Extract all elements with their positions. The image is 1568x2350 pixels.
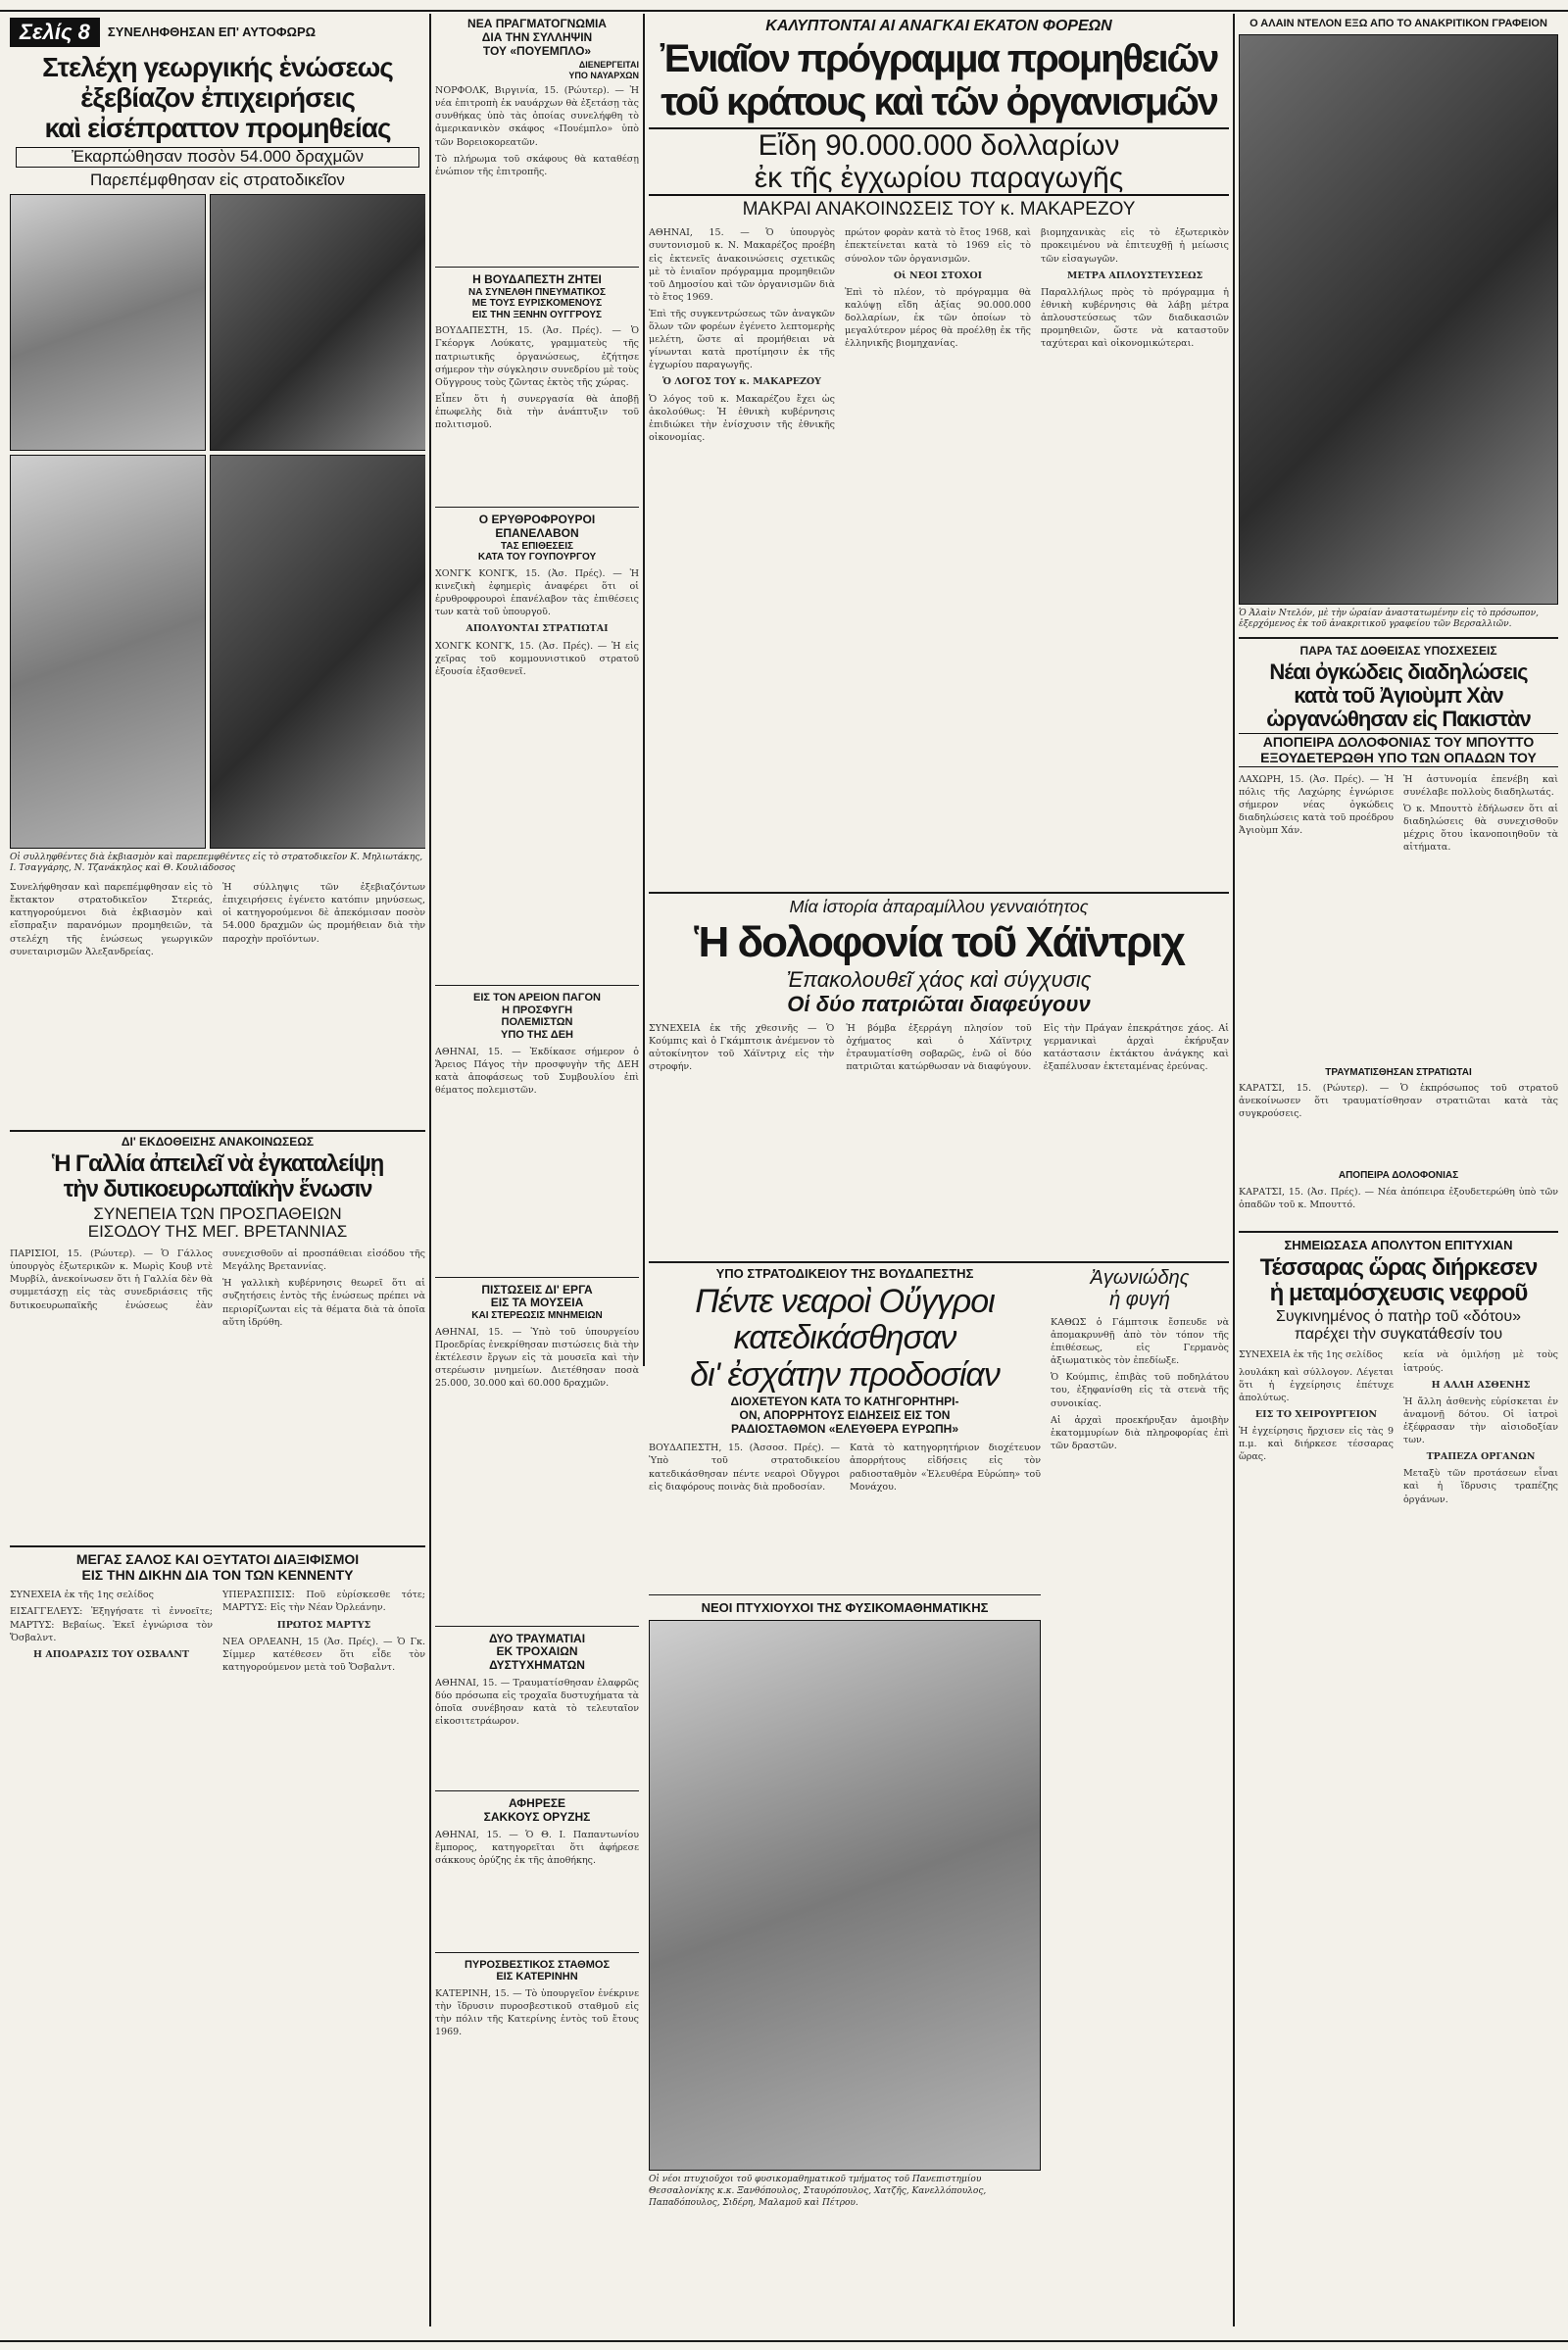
article-pakistan-body: ΛΑΧΩΡΗ, 15. (Ἀσ. Πρές). — Ἡ πόλις τῆς Λαχώρης ἐγνώρισε σήμερον νέας ὀγκώδεις διαδηλώσεις κατὰ τοῦ προέδρου Ἀγιοὺμπ Χάν. Ἡ ἀστυνομία ἐπενέβη καὶ συνέλαβε πολλοὺς διαδηλωτάς. Ὁ κ. Μπουττὸ ἐδήλωσεν ὅτι αἱ διαδηλώσεις θὰ συνεχισθοῦν μέχρις ὅτου ἱκανοποιηθοῦν τὰ αἰτήματα. (1239, 773, 1558, 854)
top-rule (0, 10, 1568, 12)
photo-suspect-3 (10, 455, 206, 849)
photo-delon (1239, 34, 1558, 605)
headline-kidney: Τέσσαρας ὥρας διήρκεσεν ἡ μεταμόσχευσις νεφροῦ (1259, 1253, 1538, 1306)
article-soldiers-body: ΚΑΡΑΤΣΙ, 15. (Ρώυτερ). — Ὁ ἐκπρόσωπος τοῦ στρατοῦ ἀνεκοίνωσεν ὅτι τραυματίσθησαν στρατιῶται κατὰ τὰς συγκρούσεις. (1239, 1083, 1558, 1120)
photo-caption-suspects: Οἱ συλληφθέντες διὰ ἐκβιασμὸν καὶ παρεπεμφθέντες εἰς τὸ στρατοδικεῖον Κ. Μηλιωτάκης, Ι. Τσαγγάρης, Ν. Τζανάκηλος καὶ Θ. Κουλιάδοσος (10, 852, 423, 874)
divider-1 (10, 1130, 425, 1132)
kicker-pueblo-small: ΔΙΕΝΕΡΓΕΙΤΑΙ ΥΠΟ ΝΑΥΑΡΧΩΝ (568, 60, 639, 80)
kicker-redguards: Ο ΕΡΥΘΡΟΦΡΟΥΡΟΙ ΕΠΑΝΕΛΑΒΟΝ ΤΑΣ ΕΠΙΘΕΣΕΙΣ ΚΑΤΑ ΤΟΥ ΓΟΥΠΟΥΡΓΟΥ (477, 513, 597, 563)
kicker-pakistan: ΠΑΡΑ ΤΑΣ ΔΟΘΕΙΣΑΣ ΥΠΟΣΧΕΣΕΙΣ (1299, 644, 1497, 659)
column-rule-3 (1233, 14, 1235, 2326)
subhead-britain: ΣΥΝΕΠΕΙΑ ΤΩΝ ΠΡΟΣΠΑΘΕΙΩΝ ΕΙΣΟΔΟΥ ΤΗΣ ΜΕΓ. ΒΡΕΤΑΝΝΙΑΣ (87, 1203, 348, 1242)
photo-suspect-4 (210, 455, 425, 849)
article-kidney-body (1239, 1348, 1558, 1956)
kidney-col-b: κεία νὰ ὁμιλήσῃ μὲ τοὺς ἰατρούς. Η ΑΛΛΗ ΑΣΘΕΝΗΣ Ἡ ἄλλη ἀσθενὴς εὑρίσκεται ἐν ἀναμονῇ δότου. Οἱ ἰατροὶ ἐξέφρασαν τὴν αἰσιοδοξίαν των. ΤΡΑΠΕΖΑ ΟΡΓΑΝΩΝ Μεταξὺ τῶν προτάσεων εἶναι καὶ ἡ ἵδρυσις τραπέζης ὀργάνων. (1403, 1349, 1558, 1505)
kicker-attempt: ΑΠΟΠΕΙΡΑ ΔΟΛΟΦΟΝΙΑΣ (1338, 1170, 1459, 1182)
subhead-bhutto: ΑΠΟΠΕΙΡΑ ΔΟΛΟΦΟΝΙΑΣ ΤΟΥ ΜΠΟΥΤΤΟ ΕΞΟΥΔΕΤΕΡΩΘΗ ΥΠΟ ΤΩΝ ΟΠΑΔΩΝ ΤΟΥ (1239, 733, 1558, 766)
column-rule-1 (429, 14, 431, 2326)
kicker-procurement: ΚΑΛΥΠΤΟΝΤΑΙ ΑΙ ΑΝΑΓΚΑΙ ΕΚΑΤΟΝ ΦΟΡΕΩΝ (765, 18, 1112, 34)
kicker-fire-station: ΠΥΡΟΣΒΕΣΤΙΚΟΣ ΣΤΑΘΜΟΣ ΕΙΣ ΚΑΤΕΡΙΝΗΝ (464, 1958, 611, 1983)
deck-heydrich: Ἐπακολουθεῖ χάος καὶ σύγχυσις Οἱ δύο πατριῶται διαφεύγουν (786, 967, 1092, 1016)
headline-heydrich: Ἡ δολοφονία τοῦ Χάϊντριχ (694, 918, 1184, 967)
subhead-makarezos: ΜΑΚΡΑΙ ΑΝΑΚΟΙΝΩΣΕΙΣ ΤΟΥ κ. ΜΑΚΑΡΕΖΟΥ (742, 199, 1136, 220)
divider-c2-1 (435, 267, 639, 268)
subhead-free-europe: ΔΙΟΧΕΤΕΥΟΝ ΚΑΤΑ ΤΟ ΚΑΤΗΓΟΡΗΤΗΡΙ- ΟΝ, ΑΠΟΡΡΗΤΟΥΣ ΕΙΔΗΣΕΙΣ ΕΙΣ ΤΟΝ ΡΑΔΙΟΣΤΑΘΜΟΝ «ΕΛΕΥΘΕΡΑ ΕΥΡΩΠΗ» (730, 1394, 959, 1436)
article-budapest-body: ΒΟΥΔΑΠΕΣΤΗ, 15. (Ἀσ. Πρές). — Ὁ Γκέοργκ Λούκατς, γραμματεὺς τῆς πατριωτικῆς ὀργανώσεως, ἐζήτησε σήμερον τὴν σύγκλησιν συνεδρίου μὲ τοὺς Οὔγγρους τοὺς ζῶντας ἐκτὸς τῆς χώρας. Εἶπεν ὅτι ἡ συνεργασία θὰ ἀποβῇ ἐπωφελὴς διὰ τὴν ἀνάπτυξιν τοῦ πολιτισμοῦ. (435, 325, 639, 431)
divider-c5-1 (1239, 637, 1558, 639)
headline-hungarians: Πέντε νεαροὶ Οὔγγροι κατεδικάσθησαν δι' ἐσχάτην προδοσίαν (690, 1282, 1000, 1394)
divider-center-2 (649, 1261, 1229, 1263)
photo-suspect-1 (10, 194, 206, 451)
lower-center (649, 1267, 1229, 2306)
photo-caption-graduates: Οἱ νέοι πτυχιοῦχοι τοῦ φυσικομαθηματικοῦ τμήματος τοῦ Πανεπιστημίου Θεσσαλονίκης κ.κ. Ξανθόπουλος, Σταυρόπουλος, Χατζῆς, Κανελλόπουλος, Παπαδόπουλος, Σιδέρη, Μαλαμοῦ καὶ Πέτρου. (649, 2175, 987, 2208)
page-label: Σελίς 8 (10, 18, 100, 47)
photo-suspect-2 (210, 194, 425, 451)
divider-2 (10, 1545, 425, 1547)
divider-c5-2 (1239, 1231, 1558, 1233)
kicker-injured: ΔΥΟ ΤΡΑΥΜΑΤΙΑΙ ΕΚ ΤΡΟΧΑΙΩΝ ΔΥΣΤΥΧΗΜΑΤΩΝ (488, 1631, 586, 1673)
subhead-donor: Συγκινημένος ὁ πατὴρ τοῦ «δότου» παρέχει τὴν συγκατάθεσίν του (1276, 1308, 1521, 1343)
article-kennedy-body: ΣΥΝΕΧΕΙΑ ἐκ τῆς 1ης σελίδος ΕΙΣΑΓΓΕΛΕΥΣ: Ἐξηγήσατε τὶ ἐννοεῖτε; ΜΑΡΤΥΣ: Βεβαίως. Ἐκεῖ ἐγνώρισα τὸν Ὄσβαλντ. Η ΑΠΟΔΡΑΣΙΣ ΤΟΥ ΟΣΒΑΛΝΤ ΥΠΕΡΑΣΠΙΣΙΣ: Ποῦ εὑρίσκεσθε τότε; ΜΑΡΤΥΣ: Εἰς τὴν Νέαν Ὀρλεάνην. ΠΡΩΤΟΣ ΜΑΡΤΥΣ ΝΕΑ ΟΡΛΕΑΝΗ, 15 (Ἀσ. Πρές). — Ὁ Γκ. Σίμμερ κατέθεσεν ὅτι εἶδε τὸν κατηγορούμενον μετὰ τοῦ Ὄσβαλντ. (10, 1590, 425, 1673)
headline-procurement: Ἐνιαῖον πρόγραμμα προμηθειῶν τοῦ κράτους καὶ τῶν ὀργανισμῶν (660, 37, 1218, 124)
divider-center-3 (649, 1594, 1041, 1595)
article-attempt-body: ΚΑΡΑΤΣΙ, 15. (Ἀσ. Πρές). — Νέα ἀπόπειρα ἐξουδετερώθη ὑπὸ τῶν ὀπαδῶν τοῦ κ. Μπουττό. (1239, 1186, 1558, 1210)
photo-title-graduates: ΝΕΟΙ ΠΤΥΧΙΟΥΧΟΙ ΤΗΣ ΦΥΣΙΚΟΜΑΘΗΜΑΤΙΚΗΣ (701, 1600, 989, 1616)
subhead-court: Παρεπέμφθησαν εἰς στρατοδικεῖον (90, 171, 345, 190)
kicker-arrest: ΣΥΝΕΛΗΦΘΗΣΑΝ ΕΠ' ΑΥΤΟΦΩΡΩ (107, 24, 317, 39)
headline-escape: Ἀγωνιώδης ἡ φυγή (1090, 1266, 1190, 1310)
kicker-areios-pagos: ΕΙΣ ΤΟΝ ΑΡΕΙΟΝ ΠΑΓΟΝ Η ΠΡΟΣΦΥΓΗ ΠΟΛΕΜΙΣΤΩΝ ΥΠΟ ΤΗΣ ΔΕΗ (473, 991, 601, 1041)
photo-grid (10, 194, 425, 870)
column-2 (435, 18, 639, 2340)
article-procurement-body (649, 226, 1229, 888)
kicker-pueblo: ΝΕΑ ΠΡΑΓΜΑΤΟΓΝΩΜΙΑ ΔΙΑ ΤΗΝ ΣΥΛΛΗΨΙΝ ΤΟΥ «ΠΟΥΕΜΠΛΟ» (467, 18, 607, 58)
divider-c2-5 (435, 1626, 639, 1627)
kicker-museums: ΠΙΣΤΩΣΕΙΣ ΔΙ' ΕΡΓΑ ΕΙΣ ΤΑ ΜΟΥΣΕΙΑ ΚΑΙ ΣΤΕΡΕΩΣΙΣ ΜΝΗΜΕΙΩΝ (471, 1282, 603, 1322)
divider-c2-3 (435, 985, 639, 986)
article-redguards-body: ΧΟΝΓΚ ΚΟΝΓΚ, 15. (Ἀσ. Πρές). — Ἡ κινεζικὴ ἐφημερὶς ἀναφέρει ὅτι οἱ ἐρυθροφρουροὶ ἐπανέλαβον τὰς ἐπιθέσεις των κατὰ τοῦ ὑπουργοῦ. ΑΠΟΛΥΟΝΤΑΙ ΣΤΡΑΤΙΩΤΑΙ ΧΟΝΓΚ ΚΟΝΓΚ, 15. (Ἀσ. Πρές). — Ἡ εἰς χεῖρας τοῦ κομμουνιστικοῦ στρατοῦ ἐξουσία ἐξασθενεῖ. (435, 567, 639, 677)
column-5 (1239, 18, 1558, 2340)
escape-block: Ἀγωνιώδης ἡ φυγή ΚΑΘΩΣ ὁ Γάμπτσικ ἔσπευδε νὰ ἀπομακρυνθῇ ἀπὸ τὸν τόπον τῆς ἐπιθέσεως, εἰς Γερμανὸς ἀξιωματικὸς τὸν ἐπεδίωξε. Ὁ Κούμπις, ἐπιβὰς τοῦ ποδηλάτου του, ἐξηφανίσθη εἰς τὰ στενὰ τῆς συνοικίας. Αἱ ἀρχαὶ προεκήρυξαν ἀμοιβὴν ἑκατομμυρίων διὰ πληροφορίας ἐπὶ τῶν δραστῶν. (1051, 1266, 1229, 1451)
bottom-rule (0, 2340, 1568, 2342)
article-museums-body: ΑΘΗΝΑΙ, 15. — Ὑπὸ τοῦ ὑπουργείου Προεδρίας ἐνεκρίθησαν πιστώσεις διὰ τὴν ἐκτέλεσιν ἔργων εἰς τὰ μουσεῖα καὶ τὴν στερέωσιν μνημείων. Διετέθησαν ποσὰ 25.000, 30.000 καὶ 60.000 δραχμῶν. (435, 1326, 639, 1390)
column-1 (10, 18, 425, 2340)
procurement-col-c: βιομηχανικὰς εἰς τὸ ἐξωτερικὸν προκειμένου νὰ ἐπιτευχθῇ ἡ μείωσις τῶν εἰσαγωγῶν. ΜΕΤΡΑ ΑΠΛΟΥΣΤΕΥΣΕΩΣ Παραλλήλως πρὸς τὸ πρόγραμμα ἡ ἐθνικὴ κυβέρνησις θὰ λάβῃ μέτρα ἀπλουστεύσεως τῶν διαδικασιῶν προμηθειῶν, ὥστε νὰ καταστοῦν ταχύτεραι καὶ οἰκονομικώτεραι. (1041, 227, 1229, 350)
article-fire-station-body: ΚΑΤΕΡΙΝΗ, 15. — Τὸ ὑπουργεῖον ἐνέκρινε τὴν ἵδρυσιν πυροσβεστικοῦ σταθμοῦ εἰς τὴν πόλιν τῆς Κατερίνης ἐντὸς τοῦ ἔτους 1969. (435, 1987, 639, 2038)
kicker-announcement: ΔΙ' ΕΚΔΟΘΕΙΣΗΣ ΑΝΑΚΟΙΝΩΣΕΩΣ (121, 1135, 315, 1150)
article-extortion-body: Συνελήφθησαν καὶ παρεπέμφθησαν εἰς τὸ ἔκτακτον στρατοδικεῖον Στερεάς, κατηγορούμενοι διὰ ἐκβιασμὸν καὶ εἴσπραξιν παρανόμων προμηθειῶν, τὰ στελέχη τῆς ἑνώσεως γεωργικῶν συνεταιρισμῶν Ἀλεξανδρείας. Ἡ σύλληψις τῶν ἐξεβιαζόντων ἐπιχειρήσεις ἐγένετο κατόπιν μηνύσεως, οἱ κατηγορούμενοι δὲ ἀπεκόμισαν ποσὸν 54.000 δραχμῶν ὡς προμήθειαν διὰ τὴν παροχὴν προϊόντων. (10, 882, 425, 957)
divider-center-1 (649, 892, 1229, 894)
procurement-col-b: πρώτον φορὰν κατὰ τὸ ἔτος 1968, καὶ ἐπεκτείνεται κατὰ τὸ 1969 εἰς τὸ σύνολον τῶν ὀργανισμῶν. Οἱ ΝΕΟΙ ΣΤΟΧΟΙ Ἐπὶ τὸ πλέον, τὸ πρόγραμμα θὰ καλύψῃ εἴδη ἀξίας 90.000.000 δολλαρίων, ἐκ τῶν ὁποίων τὸ μεγαλύτερον μέρος θὰ προέλθῃ ἐκ τῆς ἑλληνικῆς βιομηχανίας. (845, 227, 1031, 350)
caption-delon-title: Ο ΑΛΑΙΝ ΝΤΕΛΟΝ ΕΞΩ ΑΠΟ ΤΟ ΑΝΑΚΡΙΤΙΚΟΝ ΓΡΑΦΕΙΟΝ (1250, 18, 1547, 29)
kicker-court-budapest: ΥΠΟ ΣΤΡΑΤΟΔΙΚΕΙΟΥ ΤΗΣ ΒΟΥΔΑΠΕΣΤΗΣ (715, 1265, 974, 1281)
column-rule-2 (643, 14, 645, 1366)
kicker-soldiers: ΤΡΑΥΜΑΤΙΣΘΗΣΑΝ ΣΤΡΑΤΙΩΤΑΙ (1325, 1066, 1472, 1078)
headline-pakistan: Νέαι ὀγκώδεις διαδηλώσεις κατὰ τοῦ Ἀγιοὺμπ Χὰν ὠργανώθησαν εἰς Πακιστὰν (1266, 659, 1531, 732)
divider-c2-6 (435, 1790, 639, 1791)
article-rice-body: ΑΘΗΝΑΙ, 15. — Ὁ Θ. Ι. Παπαντωνίου ἔμπορος, κατηγορεῖται ὅτι ἀφήρεσε σάκκους ὀρύζης ἐκ τῆς ἀποθήκης. (435, 1829, 639, 1866)
banner-heydrich: Μία ἱστορία ἀπαραμίλλου γενναιότητος (789, 897, 1089, 917)
headline-extortion: Στελέχη γεωργικής ἑνώσεως ἐξεβίαζον ἐπιχειρήσεις καὶ εἰσέπραττον προμηθείας (42, 52, 393, 143)
kidney-col-a: ΣΥΝΕΧΕΙΑ ἐκ τῆς 1ης σελίδος λουλάκη καὶ σύλλογον. Λέγεται ὅτι ἡ ἐγχείρησις ἐπέτυχε ἀπολύτως. ΕΙΣ ΤΟ ΧΕΙΡΟΥΡΓΕΙΟΝ Ἡ ἐγχείρησις ἤρχισεν εἰς τὰς 9 π.μ. καὶ διήρκεσε τέσσαρας ὥρας. (1239, 1349, 1394, 1463)
article-hungarians-body: ΒΟΥΔΑΠΕΣΤΗ, 15. (Ἀσσοσ. Πρές). — Ὑπὸ τοῦ στρατοδικείου κατεδικάσθησαν πέντε νεαροὶ Οὔγγροι εἰς διαφόρους ποινὰς διὰ προδοσίαν. Κατὰ τὸ κατηγορητήριον διοχέτευον ἀπορρήτους εἰδήσεις εἰς τὸν ραδιοσταθμὸν «Ἐλευθέρα Εὐρώπη» τοῦ Μονάχου. (649, 1443, 1041, 1493)
headline-france: Ἡ Γαλλία ἀπειλεῖ νὰ ἐγκαταλείψῃ τὴν δυτικοευρωπαϊκὴν ἕνωσιν (51, 1150, 384, 1203)
divider-c2-7 (435, 1952, 639, 1953)
article-areios-pagos-body: ΑΘΗΝΑΙ, 15. — Ἐκδίκασε σήμερον ὁ Ἄρειος Πάγος τὴν προσφυγὴν τῆς ΔΕΗ κατὰ ἀποφάσεως τοῦ Συμβουλίου ἐπὶ θέματος πολεμιστῶν. (435, 1046, 639, 1096)
subhead-amount: Ἐκαρπώθησαν ποσὸν 54.000 δραχμῶν (16, 147, 419, 168)
kicker-rice: ΑΦΗΡΕΣΕ ΣΑΚΚΟΥΣ ΟΡΥΖΗΣ (483, 1796, 591, 1824)
kicker-kidney: ΣΗΜΕΙΩΣΑΣΑ ΑΠΟΛΥΤΟΝ ΕΠΙΤΥΧΙΑΝ (1284, 1237, 1513, 1252)
center-block (649, 18, 1229, 2340)
photo-caption-delon: Ὁ Ἀλαὶν Ντελόν, μὲ τὴν ὡραίαν ἀναστατωμένην εἰς τὸ πρόσωπον, ἐξερχόμενος ἐκ τοῦ ἀνακριτικοῦ γραφείου τῶν Βερσαλλιῶν. (1239, 608, 1539, 630)
divider-c2-4 (435, 1277, 639, 1278)
article-france-body: ΠΑΡΙΣΙΟΙ, 15. (Ρώυτερ). — Ὁ Γάλλος ὑπουργὸς ἐξωτερικῶν κ. Μωρὶς Κουβ ντὲ Μυρβίλ, ἀνεκοίνωσεν ὅτι ἡ Γαλλία δὲν θὰ συμμετάσχῃ εἰς τὰς συνεδριάσεις τῆς δυτικοευρωπαϊκῆς ἑνώσεως ἐὰν συνεχισθοῦν αἱ προσπάθειαι εἰσόδου τῆς Μεγάλης Βρεταννίας. Ἡ γαλλικὴ κυβέρνησις θεωρεῖ ὅτι αἱ συζητήσεις ἐντὸς τῆς ἑνώσεως πρέπει νὰ περιορίζωνται εἰς τὰ θέματα διὰ τὰ ὁποῖα αὕτη ἱδρύθη. (10, 1248, 425, 1328)
article-injured-body: ΑΘΗΝΑΙ, 15. — Τραυματίσθησαν ἐλαφρῶς δύο πρόσωπα εἰς τροχαῖα δυστυχήματα τὰ ὁποῖα συνέβησαν κατὰ τὸ τελευταῖον εἰκοσιτετράωρον. (435, 1678, 639, 1728)
photo-graduates (649, 1620, 1041, 2171)
deck-procurement: Εἴδη 90.000.000 δολλαρίων ἐκ τῆς ἐγχωρίου παραγωγῆς (649, 127, 1229, 196)
kicker-kennedy: ΜΕΓΑΣ ΣΑΛΟΣ ΚΑΙ ΟΞΥΤΑΤΟΙ ΔΙΑΞΙΦΙΣΜΟΙ ΕΙΣ ΤΗΝ ΔΙΚΗΝ ΔΙΑ ΤΟΝ ΤΩΝ ΚΕΝΝΕΝΤΥ (75, 1551, 360, 1584)
article-pueblo-body: ΝΟΡΦΟΛΚ, Βιργινία, 15. (Ρώυτερ). — Ἡ νέα ἐπιτροπὴ ἐκ ναυάρχων θὰ ἐξετάσῃ τὰς συνθήκας ὑπὸ τὰς ὁποίας συνελήφθη τὸ ἀμερικανικὸν σκάφος «Πουέμπλο» ὑπὸ τῶν Βορειοκορεατῶν. Τὸ πλήρωμα τοῦ σκάφους θὰ καταθέσῃ ἐνώπιον τῆς ἐπιτροπῆς. (435, 85, 639, 177)
hungarians-block (649, 1267, 1041, 2306)
kicker-budapest: Η ΒΟΥΔΑΠΕΣΤΗ ΖΗΤΕΙ ΝΑ ΣΥΝΕΛΘΗ ΠΝΕΥΜΑΤΙΚΟΣ ΜΕ ΤΟΥΣ ΕΥΡΙΣΚΟΜΕΝΟΥΣ ΕΙΣ ΤΗΝ ΞΕΝΗΝ ΟΥΓΓΡΟΥΣ (468, 272, 606, 320)
article-heydrich-body: ΣΥΝΕΧΕΙΑ ἐκ τῆς χθεσινῆς — Ὁ Κούμπις καὶ ὁ Γκάμπτσικ ἀνέμενον τὸ αὐτοκίνητον τοῦ Χάϊντριχ εἰς τὴν στροφήν. Ἡ βόμβα ἐξερράγη πλησίον τοῦ ὀχήματος καὶ ὁ Χάϊντριχ ἐτραυματίσθη σοβαρῶς, ἐνῶ οἱ δύο πατριῶται κατώρθωσαν νὰ διαφύγουν. Εἰς τὴν Πράγαν ἐπεκράτησε χάος. Αἱ γερμανικαὶ ἀρχαὶ ἐκήρυξαν κατάστασιν ἐκτάκτου ἀνάγκης καὶ ἐξαπέλυσαν ἐκτεταμένας ἐρεύνας. (649, 1022, 1229, 1073)
divider-c2-2 (435, 507, 639, 508)
procurement-col-a: ΑΘΗΝΑΙ, 15. — Ὁ ὑπουργὸς συντονισμοῦ κ. Ν. Μακαρέζος προέβη εἰς ἐκτενεῖς ἀνακοινώσεις σχετικῶς μὲ τὸ ἑνιαῖον πρόγραμμα προμηθειῶν τοῦ Δημοσίου καὶ τῶν ὀργανισμῶν διὰ τὸ ἔτος 1969. Ἐπὶ τῆς συγκεντρώσεως τῶν ἀναγκῶν ὅλων τῶν φορέων ἐγένετο λεπτομερὴς μελέτη, ὥστε αἱ προμήθειαι νὰ γίνωνται κατὰ προτίμησιν ἐκ τῆς ἐγχωρίου παραγωγῆς. Ὁ ΛΟΓΟΣ ΤΟΥ κ. ΜΑΚΑΡΕΖΟΥ Ὁ λόγος τοῦ κ. Μακαρέζου ἔχει ὡς ἀκολούθως: Ἡ ἐθνικὴ κυβέρνησις ἐπιδιώκει τὴν ἐνίσχυσιν τῆς ἐθνικῆς οἰκονομίας. (649, 227, 835, 443)
